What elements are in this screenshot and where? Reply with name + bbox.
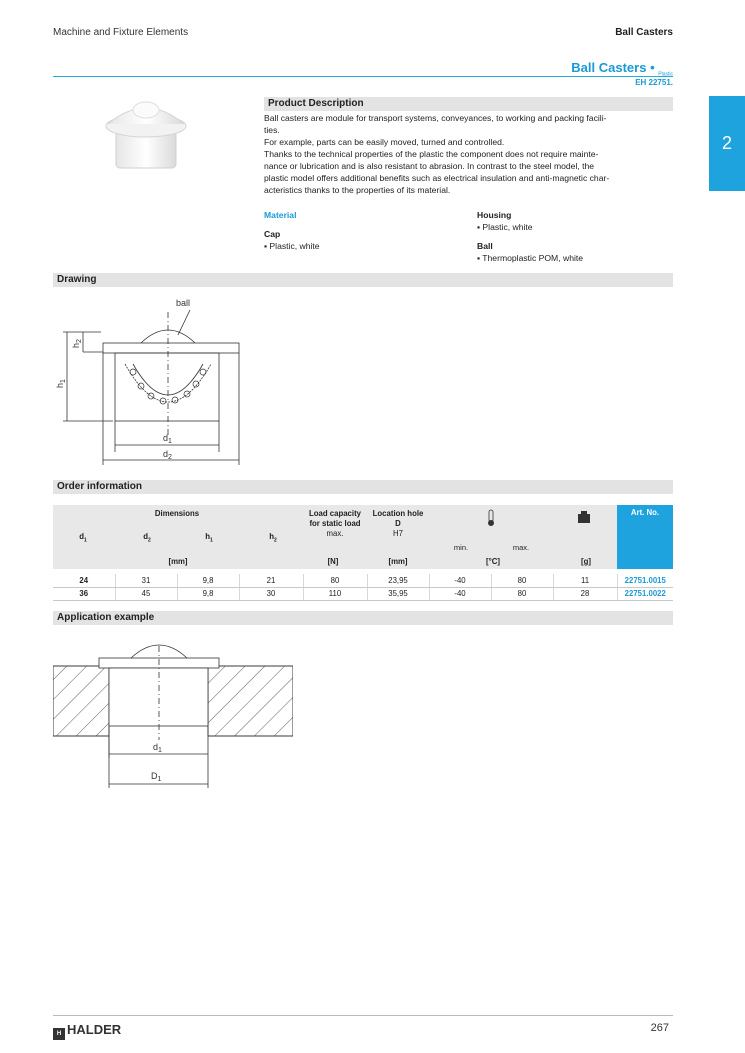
- art-no-link[interactable]: 22751.0015: [617, 574, 673, 587]
- d2-label: $d_2$: [163, 449, 172, 461]
- temp-min: min.: [453, 543, 469, 552]
- title-divider: [53, 76, 673, 77]
- art-no-header: Art. No.: [617, 505, 673, 569]
- cell-d2: 31: [115, 574, 177, 587]
- app-D1-label: $D_1$: [151, 771, 162, 783]
- cell-h2: 21: [239, 574, 303, 587]
- unit-mm-hole: [mm]: [388, 557, 408, 566]
- col-d2: $d_2$: [143, 532, 151, 544]
- housing-label: Housing: [477, 210, 512, 220]
- hole-header: Location hole D H7: [372, 509, 424, 538]
- ball-item: ▪ Thermoplastic POM, white: [477, 253, 584, 263]
- logo-mark: H: [53, 1028, 65, 1040]
- header-right: Ball Casters: [615, 27, 673, 38]
- cell-h2: 30: [239, 587, 303, 600]
- product-description-heading: Product Description: [264, 97, 673, 111]
- unit-n: [N]: [327, 557, 339, 566]
- desc-line: Ball casters are module for transport systems, conveyances, to working and packing facili-: [264, 113, 607, 123]
- col-h1: $h_1$: [205, 532, 213, 544]
- page-number: 267: [650, 1022, 669, 1034]
- desc-line: Thanks to the technical properties of the plastic the component does not require mainte-: [264, 149, 599, 159]
- cell-h1: 9,8: [177, 574, 239, 587]
- table-row: [53, 574, 673, 587]
- footer-divider: [53, 1015, 673, 1016]
- technical-drawing: [53, 290, 253, 470]
- logo-text: HALDER: [67, 1022, 122, 1037]
- cell-tmax: 80: [491, 574, 553, 587]
- title-separator: •: [650, 60, 655, 75]
- product-photo: [100, 98, 192, 172]
- cell-tmax: 80: [491, 587, 553, 600]
- cell-weight: 11: [553, 574, 617, 587]
- col-d1: $d_1$: [79, 532, 87, 544]
- desc-line: For example, parts can be easily moved, turned and controlled.: [264, 137, 505, 147]
- table-row: [53, 587, 673, 600]
- cell-d1: 24: [53, 574, 115, 587]
- load-header: Load capacity for static load max.: [309, 509, 361, 538]
- cell-hole: 23,95: [367, 574, 429, 587]
- cell-d2: 45: [115, 587, 177, 600]
- title-sub: Plastic: [658, 71, 673, 78]
- cell-h1: 9,8: [177, 587, 239, 600]
- thermometer-icon: [486, 509, 496, 527]
- desc-line: acteristics thanks to the properties of its material.: [264, 185, 451, 195]
- ball-label: Ball: [477, 241, 493, 251]
- desc-line: plastic model offers additional benefits such as electrical insulation and anti-magnetic char-: [264, 173, 610, 183]
- cell-load: 80: [303, 574, 367, 587]
- halder-logo[interactable]: [53, 1022, 121, 1040]
- d1-label: $d_1$: [163, 433, 172, 445]
- drawing-heading: Drawing: [53, 273, 673, 287]
- application-drawing: [53, 640, 293, 800]
- order-heading: Order information: [53, 480, 673, 494]
- product-description-text: [264, 112, 664, 196]
- art-no-link[interactable]: 22751.0022: [617, 587, 673, 600]
- page-title: [571, 60, 673, 78]
- order-table-header: [53, 505, 673, 569]
- cell-hole: 35,95: [367, 587, 429, 600]
- cell-load: 110: [303, 587, 367, 600]
- header-left: Machine and Fixture Elements: [53, 27, 189, 38]
- app-d1-label: $d_1$: [153, 742, 162, 754]
- unit-g: [g]: [581, 557, 591, 566]
- col-h2: $h_2$: [269, 532, 277, 544]
- unit-mm: [mm]: [168, 557, 188, 566]
- application-heading: Application example: [53, 611, 673, 625]
- product-code: EH 22751.: [635, 78, 673, 87]
- cell-tmin: -40: [429, 587, 491, 600]
- cell-weight: 28: [553, 587, 617, 600]
- chapter-tab[interactable]: 2: [709, 96, 745, 191]
- cell-d1: 36: [53, 587, 115, 600]
- unit-c: [°C]: [486, 557, 500, 566]
- weight-icon: [577, 510, 591, 524]
- ball-label: ball: [176, 298, 191, 308]
- order-table: [53, 574, 673, 601]
- h1-label: $h_1$: [55, 379, 67, 388]
- title-main: Ball Casters: [571, 60, 647, 75]
- h2-label: $h_2$: [71, 339, 83, 348]
- housing-item: ▪ Plastic, white: [477, 222, 533, 232]
- material-label: Material: [264, 210, 297, 220]
- cap-item: ▪ Plastic, white: [264, 241, 320, 251]
- desc-line: ties.: [264, 125, 280, 135]
- cap-label: Cap: [264, 229, 281, 239]
- dimensions-header: Dimensions: [154, 509, 200, 518]
- cell-tmin: -40: [429, 574, 491, 587]
- desc-line: nance or lubrication and is also resistant to abrasion. In contrast to the steel model, the: [264, 161, 595, 171]
- temp-max: max.: [512, 543, 530, 552]
